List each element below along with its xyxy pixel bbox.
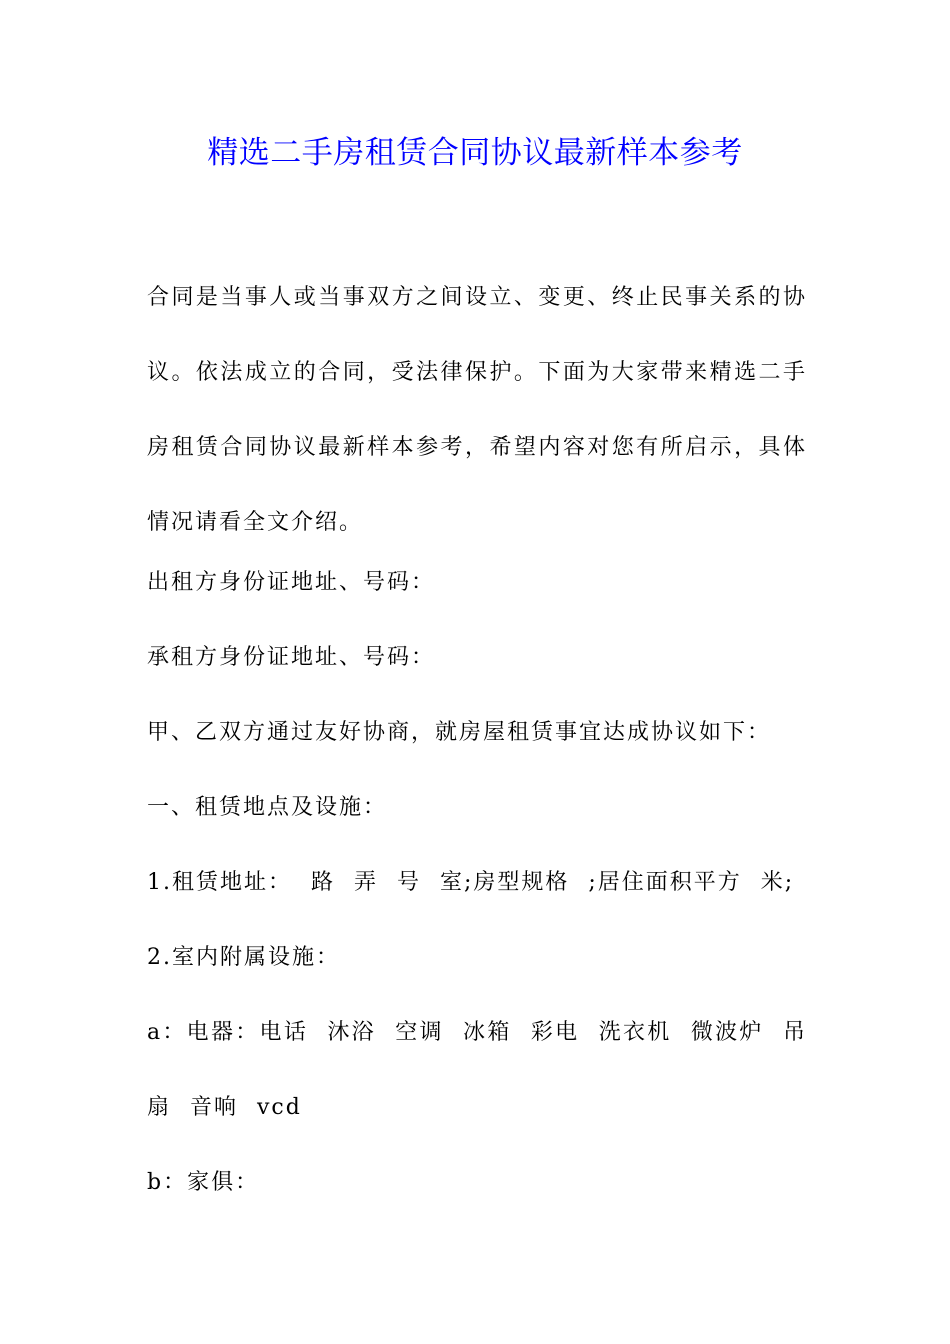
document-title: 精选二手房租赁合同协议最新样本参考 (207, 135, 743, 171)
item-b-furniture: b：家俱： (147, 1170, 260, 1195)
item-a-appliances: a：电器：电话 沐浴 空调 冰箱 彩电 洗衣机 微波炉 吊扇 音响 vcd (147, 1020, 807, 1120)
lessee-id-line: 承租方身份证地址、号码： (147, 645, 436, 670)
section-1-heading: 一、租赁地点及设施： (147, 795, 388, 820)
item-1-rental-address: 1.租赁地址： 路 弄 号 室;房型规格 ;居住面积平方 米; (147, 870, 795, 895)
item-2-facilities: 2.室内附属设施： (147, 945, 340, 970)
intro-paragraph: 合同是当事人或当事双方之间设立、变更、终止民事关系的协议。依法成立的合同，受法律保护。下面为大家带来精选二手房租赁合同协议最新样本参考，希望内容对您有所启示，具体情况请看全文介绍。 (147, 285, 807, 535)
agreement-intro-line: 甲、乙双方通过友好协商，就房屋租赁事宜达成协议如下： (147, 720, 772, 745)
lessor-id-line: 出租方身份证地址、号码： (147, 570, 436, 595)
